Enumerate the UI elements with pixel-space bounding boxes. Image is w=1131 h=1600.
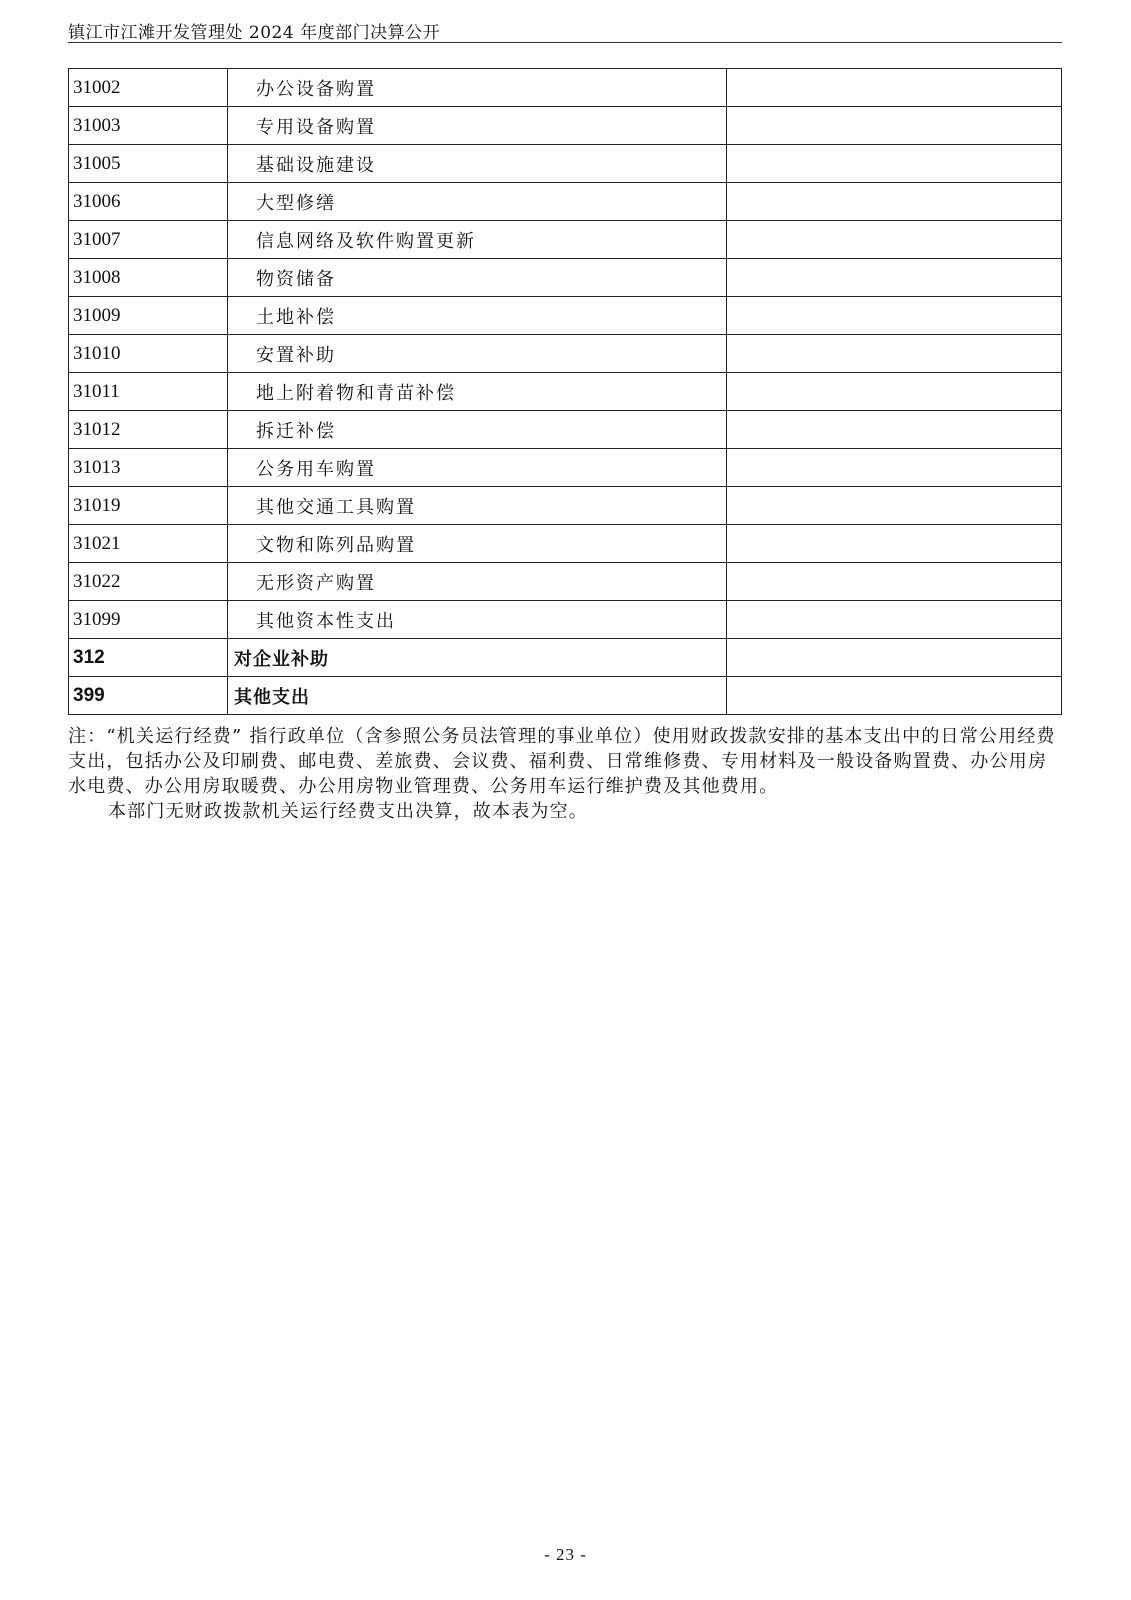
table-row	[69, 259, 1062, 297]
table-row	[69, 639, 1062, 677]
account-name-cell: 文物和陈列品购置	[228, 525, 727, 563]
page-header	[68, 14, 1062, 43]
account-name-cell: 其他资本性支出	[228, 601, 727, 639]
amount-cell	[727, 487, 1062, 525]
account-name-cell: 土地补偿	[228, 297, 727, 335]
note-text: 注：“机关运行经费” 指行政单位（含参照公务员法管理的事业单位）使用财政拨款安排的基本支出中的日常公用经费支出，包括办公及印刷费、邮电费、差旅费、会议费、福利费、日常维修费、专用材料及一般设备购置费、办公用房水电费、办公用房取暖费、办公用房物业管理费、公务用车运行维护费及其他费用。	[68, 726, 1056, 797]
account-name-cell: 专用设备购置	[228, 107, 727, 145]
amount-cell	[727, 449, 1062, 487]
account-code-cell: 31019	[69, 487, 228, 525]
amount-cell	[727, 601, 1062, 639]
table-row	[69, 487, 1062, 525]
account-name-cell: 安置补助	[228, 335, 727, 373]
amount-cell	[727, 335, 1062, 373]
amount-cell	[727, 297, 1062, 335]
amount-cell	[727, 677, 1062, 715]
table-row	[69, 297, 1062, 335]
amount-cell	[727, 525, 1062, 563]
table-row	[69, 677, 1062, 715]
table-row	[69, 449, 1062, 487]
account-code-cell: 31005	[69, 145, 228, 183]
account-code-cell: 31013	[69, 449, 228, 487]
amount-cell	[727, 411, 1062, 449]
table-row	[69, 411, 1062, 449]
amount-cell	[727, 563, 1062, 601]
document-title: 镇江市江滩开发管理处 2024 年度部门决算公开	[68, 23, 441, 43]
account-name-cell: 大型修缮	[228, 183, 727, 221]
note-block	[68, 724, 1062, 824]
page-number: - 23 -	[544, 1545, 587, 1564]
amount-cell	[727, 183, 1062, 221]
account-name-cell: 信息网络及软件购置更新	[228, 221, 727, 259]
amount-cell	[727, 639, 1062, 677]
expenditure-table	[68, 68, 1062, 715]
note-statement: 本部门无财政拨款机关运行经费支出决算，故本表为空。	[108, 801, 588, 822]
account-code-cell: 31022	[69, 563, 228, 601]
table-row	[69, 221, 1062, 259]
table-row	[69, 335, 1062, 373]
account-code-cell: 31012	[69, 411, 228, 449]
account-code-cell: 31011	[69, 373, 228, 411]
account-name-cell: 其他支出	[228, 677, 727, 715]
table-row	[69, 145, 1062, 183]
account-code-cell: 31009	[69, 297, 228, 335]
account-code-cell: 31006	[69, 183, 228, 221]
account-name-cell: 地上附着物和青苗补偿	[228, 373, 727, 411]
table-body	[69, 69, 1062, 715]
table-row	[69, 373, 1062, 411]
account-name-cell: 基础设施建设	[228, 145, 727, 183]
account-name-cell: 公务用车购置	[228, 449, 727, 487]
account-name-cell: 办公设备购置	[228, 69, 727, 107]
amount-cell	[727, 145, 1062, 183]
account-code-cell: 31010	[69, 335, 228, 373]
table-row	[69, 69, 1062, 107]
account-name-cell: 对企业补助	[228, 639, 727, 677]
account-name-cell: 拆迁补偿	[228, 411, 727, 449]
amount-cell	[727, 107, 1062, 145]
table-row	[69, 107, 1062, 145]
account-code-cell: 31021	[69, 525, 228, 563]
table-row	[69, 601, 1062, 639]
table-row	[69, 183, 1062, 221]
account-code-cell: 399	[69, 677, 228, 715]
account-code-cell: 31003	[69, 107, 228, 145]
account-name-cell: 无形资产购置	[228, 563, 727, 601]
amount-cell	[727, 373, 1062, 411]
account-name-cell: 其他交通工具购置	[228, 487, 727, 525]
account-code-cell: 31008	[69, 259, 228, 297]
table-row	[69, 525, 1062, 563]
table-row	[69, 563, 1062, 601]
account-code-cell: 312	[69, 639, 228, 677]
amount-cell	[727, 69, 1062, 107]
account-code-cell: 31099	[69, 601, 228, 639]
amount-cell	[727, 221, 1062, 259]
amount-cell	[727, 259, 1062, 297]
account-code-cell: 31007	[69, 221, 228, 259]
account-name-cell: 物资储备	[228, 259, 727, 297]
account-code-cell: 31002	[69, 69, 228, 107]
